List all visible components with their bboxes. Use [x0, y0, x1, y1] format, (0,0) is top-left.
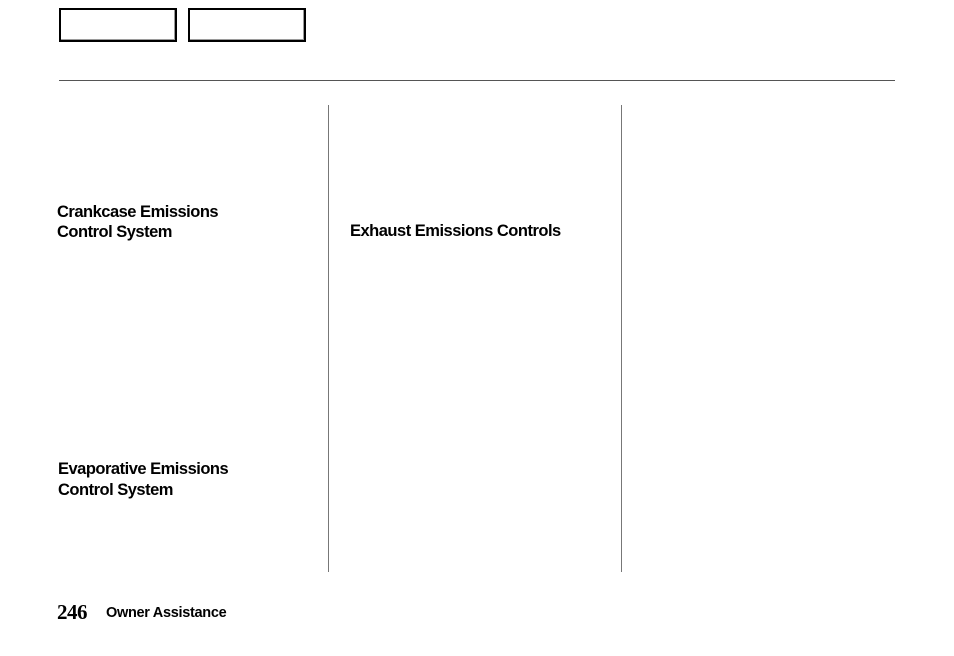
heading-line: Crankcase Emissions: [57, 203, 219, 221]
heading-line: Exhaust Emissions Controls: [350, 222, 561, 240]
exhaust-emissions-heading: [350, 222, 561, 242]
column-divider-right: [621, 105, 622, 572]
previous-page-button[interactable]: [59, 8, 177, 42]
page-number: 246: [57, 600, 87, 624]
evaporative-emissions-heading: [58, 459, 228, 501]
next-page-button[interactable]: [188, 8, 306, 42]
heading-line: Control System: [58, 481, 173, 499]
crankcase-emissions-heading: [57, 203, 218, 242]
column-divider-left: [328, 105, 329, 572]
section-title: Owner Assistance: [106, 605, 227, 621]
heading-line: Evaporative Emissions: [58, 460, 229, 478]
header-divider: [59, 80, 895, 81]
heading-line: Control System: [57, 222, 172, 241]
